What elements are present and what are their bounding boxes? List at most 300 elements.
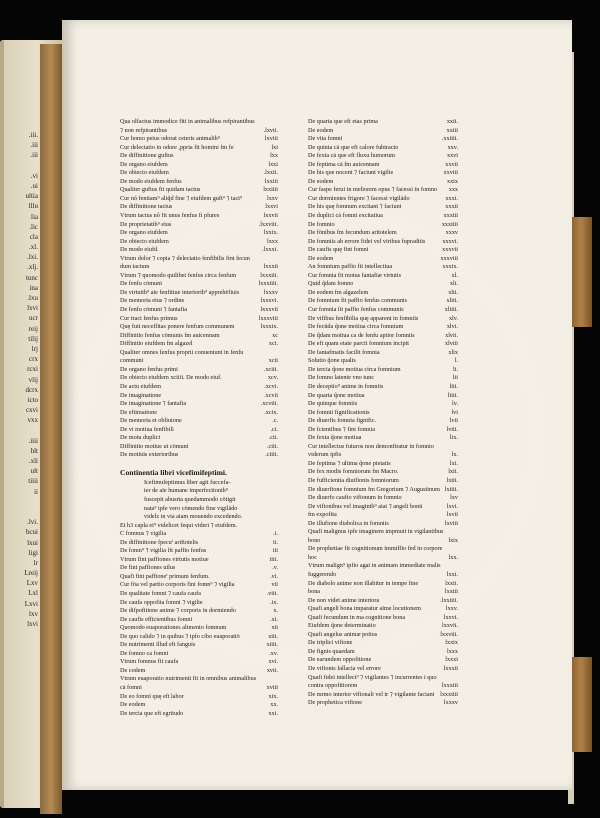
left-margin-fragment [4, 425, 38, 435]
toc-entry-title: De quarta que eft etas prima [308, 118, 378, 125]
toc-entry-number: .xv. [269, 649, 278, 657]
toc-entry [308, 597, 458, 606]
toc-entry-number: lxvii [446, 511, 458, 519]
toc-entry-number: lxxxiii [441, 682, 458, 690]
toc-entry-number: lxv [450, 494, 458, 502]
left-margin-fragment: lrj [31, 344, 38, 353]
toc-entry-number: xiiii. [266, 641, 278, 649]
toc-entry [308, 409, 458, 418]
toc-entry-title: De quarta q̃one motiua [308, 391, 365, 399]
toc-entry-number: lxxxvii [260, 306, 278, 314]
toc-entry [308, 682, 458, 691]
toc-entry-title: De obiecto eiufdem [120, 237, 169, 245]
toc-entry-number: .lxvii. [263, 126, 278, 134]
toc-entry-title: De triplici vifione [308, 639, 353, 647]
toc-entry-title: Eiufdem q̃one determinatio [308, 622, 376, 630]
toc-entry [120, 693, 278, 702]
toc-entry-title: De prophetiae fit cognitionum immiffio fed in corpore [308, 545, 443, 553]
left-margin-fragment: hlt [30, 446, 38, 455]
toc-entry-title: De eodem [308, 254, 334, 262]
toc-entry [120, 392, 278, 401]
toc-entry-title: De quinque fomniis [308, 400, 358, 408]
toc-entry-number: lxii. [448, 468, 458, 476]
toc-entry-number: lxviii [444, 519, 458, 527]
toc-entry [120, 349, 278, 358]
left-margin-fragment: cxvi [25, 406, 38, 415]
toc-entry-number: .c. [272, 417, 278, 425]
toc-entry-number: .xcvi. [264, 382, 278, 390]
toc-entry-title: hoc [308, 553, 317, 561]
toc-entry [308, 315, 458, 324]
toc-entry-title: Vtrum fint paffiones virtutis motiue [120, 555, 209, 563]
toc-entry [308, 554, 458, 563]
toc-entry-title: communi [120, 357, 144, 365]
toc-entry [120, 564, 278, 573]
leather-strap-top [570, 217, 592, 327]
paragraph-line: Icefimufeptimus liber agit fuccefa- [144, 478, 231, 486]
toc-entry-title: De diffinitione guftus [120, 152, 174, 160]
toc-entry-number: xvi. [268, 658, 278, 666]
toc-entry [308, 511, 458, 520]
toc-entry-number: iii [272, 547, 278, 555]
toc-entry [308, 648, 458, 657]
toc-entry-title: De diuerfis fomnia fignific. [308, 417, 377, 425]
toc-entry-title: De eodem [308, 126, 334, 134]
leather-strap-bottom [570, 657, 592, 752]
toc-entry-title: De quo calido ⁊ in quibus ⁊ ipfo cibo euaporatiō [120, 632, 240, 640]
toc-entry [120, 135, 278, 144]
toc-entry-number: lxxxviii [258, 314, 278, 322]
toc-entry-number: lxxxvi. [260, 297, 278, 305]
toc-entry-number: xii [271, 624, 278, 632]
toc-entry-number: xci. [268, 340, 278, 348]
toc-entry-title: De fexta cā que eft fluxu humorum [308, 152, 395, 160]
toc-entry-title: De deceptio⁹ anime in fomniis [308, 382, 384, 390]
left-margin-fragment: lxv [29, 609, 38, 618]
toc-entry-title: viderum ipfis [308, 451, 342, 459]
toc-entry-title: De eodem fm algazelem [308, 288, 369, 296]
binding-spine [40, 44, 62, 814]
toc-entry [308, 691, 458, 700]
toc-entry-number: xxx [448, 186, 458, 194]
toc-entry-number: .xciii. [263, 365, 278, 373]
toc-entry-title: Vtrum malign⁹ ipfio agat in animam immediate malis [308, 562, 441, 570]
toc-entry-number: lxi [271, 143, 278, 151]
toc-entry-title: De eftimatione [120, 408, 157, 416]
left-margin-fragment: tilij [28, 334, 38, 343]
toc-entry-number: lxxxv [443, 699, 458, 707]
toc-entry [120, 255, 278, 264]
toc-entry-number: l. [454, 357, 458, 365]
toc-entry-title: De fomnio [308, 220, 335, 228]
left-margin-fragment: ii [34, 487, 38, 496]
toc-entry-title: De fomno ca fomni [120, 649, 169, 657]
toc-entry [308, 144, 458, 153]
toc-entry-title: Cur fomnia ſit paffio fenfus communis [308, 306, 404, 314]
toc-entry-number: lxxii. [445, 579, 458, 587]
left-margin-fragment [4, 161, 38, 171]
toc-entry-number: xxvi [446, 152, 458, 160]
toc-entry-title: De vifibus fenfibilia quę apparent in fomniis [308, 314, 419, 322]
toc-entry [308, 443, 458, 452]
toc-entry-number: .i. [273, 530, 278, 538]
toc-entry-title: De organo eiufdem [120, 160, 168, 168]
toc-entry-number: lxxxi [445, 656, 458, 664]
toc-entry-title: De feptima cā fm auicennam [308, 160, 380, 168]
toc-entry [120, 530, 278, 539]
toc-entry-title: Cur faspe ferui in meliorem opus ⁊ facessi in fomno [308, 186, 438, 194]
left-margin-fragment: .iiii [28, 436, 38, 445]
left-margin-fragment: Lxl [28, 589, 38, 598]
toc-entry-title: De fomno latente vno tunc [308, 374, 374, 382]
toc-entry-number: .xxiiii. [441, 135, 458, 143]
toc-entry [120, 641, 278, 650]
toc-entry-number: lxxiii [264, 177, 278, 185]
toc-entry-title: De fcientibus ⁊ fint fomnia [308, 425, 375, 433]
toc-entry-number: ii. [273, 538, 278, 546]
toc-entry-number: .xcvii [264, 391, 278, 399]
paragraph-line: fuscepit abusrta quedammodo cōtigit [144, 495, 236, 503]
toc-entry-title: De earundem oppofitione [308, 656, 372, 664]
toc-entry-title: De fomnii fignificationis [308, 408, 370, 416]
toc-entry [308, 631, 458, 640]
toc-entry-number: .xcviii. [260, 400, 278, 408]
left-margin-text [4, 130, 38, 629]
table-of-contents-column-left [120, 118, 278, 718]
left-margin-fragment: Lxvi [24, 599, 38, 608]
toc-entry-title: De virtutib⁹ aīe fenfitiue interiorib⁹ apprehēfiuis [120, 288, 240, 296]
left-margin-fragment: ligi [28, 548, 38, 557]
toc-entry-title: De fenfu cōmuni [120, 280, 162, 288]
left-margin-fragment: rcxi [27, 365, 38, 374]
toc-entry-number: xxxiii [443, 212, 458, 220]
toc-entry-title: De eo fomni quę eft labor [120, 692, 184, 700]
toc-entry-title: bono [308, 536, 321, 544]
left-margin-fragment: .xli [28, 457, 38, 465]
toc-entry-number: xxxviii [440, 254, 458, 262]
toc-entry [120, 374, 278, 383]
toc-entry-number: iiii. [269, 555, 278, 563]
toc-entry-title: De motiuis exterioribus [120, 451, 179, 459]
toc-entry [120, 152, 278, 161]
intro-paragraph [120, 479, 278, 522]
toc-entry-number: .vi. [270, 572, 278, 580]
left-margin-fragment: lia [31, 212, 38, 221]
toc-entry-title: Qua olfactus immodice fiti in animalibus refpirantibus [120, 118, 255, 125]
toc-entry [120, 297, 278, 306]
toc-entry [120, 118, 278, 127]
toc-entry-number: lxxiiii [263, 186, 278, 194]
toc-entry [308, 246, 458, 255]
toc-entry-number: lxxviii. [440, 630, 458, 638]
toc-entry [120, 675, 278, 684]
left-margin-fragment: .iii [30, 141, 38, 150]
toc-entry-title: De tercia que eft egritudo [120, 709, 184, 717]
toc-entry [308, 229, 458, 238]
toc-entry-number: vii [271, 581, 278, 589]
toc-entry [308, 263, 458, 272]
toc-entry-title: Quid q̃dam fomno [308, 280, 354, 288]
toc-entry-title: Quę fuit neceffitas ponere fenfum communem [120, 323, 235, 331]
toc-entry-number: xxvii [445, 160, 458, 168]
toc-entry [308, 306, 458, 315]
toc-entry-number: lxxxix. [260, 323, 278, 331]
left-margin-fragment: .vi [30, 171, 38, 180]
left-margin-fragment: ucr [29, 314, 38, 323]
toc-entry-number: lxx. [448, 553, 458, 561]
toc-entry-title: De quinta cā que eft calore fubtracto [308, 143, 399, 151]
toc-entry [308, 434, 458, 443]
toc-entry-number: lx. [451, 451, 458, 459]
toc-entry [120, 409, 278, 418]
toc-entry [120, 178, 278, 187]
toc-entry [120, 332, 278, 341]
toc-entry-title: Vtrum euaporatio nutrimenti fit in omnibus animalibus [120, 675, 257, 683]
left-margin-fragment: ina [29, 283, 38, 292]
toc-entry-number: lxiiii. [444, 485, 458, 493]
toc-entry-number: lxxix [445, 639, 458, 647]
toc-entry [308, 212, 458, 221]
toc-entry [120, 289, 278, 298]
toc-entry-number: lxxi [268, 160, 278, 168]
toc-entry-number: xxii. [446, 118, 458, 125]
toc-entry [308, 417, 458, 426]
toc-entry-number: .lxxxi. [262, 246, 278, 254]
toc-entry [308, 169, 458, 178]
toc-entry [120, 710, 278, 719]
toc-entry-number: .viii. [266, 589, 278, 597]
toc-entry-title: Cur intellectus futuros non demonftratur in fomnio [308, 442, 434, 450]
toc-entry-title: De mrmo interior vifionali vel tr ⁊ vigilante faciant [308, 690, 435, 698]
toc-entry [120, 195, 278, 204]
toc-entry-title: De eft quam etate parcit fomnium incipit [308, 340, 410, 348]
toc-entry-title: Qualiter guftus fit quidam tactus [120, 186, 201, 194]
toc-entry-number: xiii. [268, 632, 278, 640]
left-margin-fragment: lxui [27, 538, 38, 547]
left-margin-fragment: .ui [30, 181, 38, 190]
toc-entry [308, 392, 458, 401]
left-margin-fragment: .iii. [28, 131, 38, 139]
toc-entry-number: lxxi. [446, 570, 458, 578]
toc-entry-number: lxxxiii. [260, 271, 278, 279]
toc-entry-title: fm expofita [308, 511, 337, 519]
toc-entry [308, 674, 458, 683]
toc-entry [308, 272, 458, 281]
toc-entry-number: lv. [452, 400, 458, 408]
toc-entry-number: lxiii. [446, 476, 458, 484]
toc-entry-number: lxvi. [446, 502, 458, 510]
toc-entry [308, 221, 458, 230]
toc-entry [308, 460, 458, 469]
toc-entry [120, 556, 278, 565]
toc-entry-title: Diffinitio motiue ut cōmuni [120, 442, 189, 450]
toc-entry-title: De qualitate fomni ⁊ caufa caufa [120, 589, 201, 597]
toc-entry-title: De fufficientia diuifionis fomniorum [308, 476, 399, 484]
toc-entry-number: lxxxii [443, 665, 458, 672]
toc-entry-title: Cur fomnia fit motus fantafiæ virtutis [308, 271, 401, 279]
toc-entry [120, 434, 278, 443]
toc-entry [120, 323, 278, 332]
toc-entry-number: xxviii [443, 169, 458, 177]
toc-entry [120, 547, 278, 556]
toc-entry [120, 280, 278, 289]
toc-entry [120, 451, 278, 460]
toc-entry [120, 229, 278, 238]
toc-entry-number: xcv. [267, 374, 278, 382]
toc-entry-number: .cii. [268, 434, 278, 442]
toc-entry-title: C fomnus ⁊ vigilia [120, 530, 167, 538]
left-margin-fragment: crx [29, 355, 38, 364]
toc-entry-title: De caufis quę fint fomni [308, 246, 369, 254]
toc-entry-title: De eodem [308, 177, 334, 185]
toc-entry-title: De diffinitione tactus [120, 203, 173, 211]
toc-entry-number: xxiii [446, 126, 458, 134]
left-margin-fragment: tunc [25, 273, 38, 282]
toc-entry-number: lxxvii. [442, 622, 458, 630]
toc-entry [308, 622, 458, 631]
toc-entry-number: .ciiii. [265, 451, 278, 459]
left-margin-fragment: ult [30, 467, 38, 476]
left-margin-fragment: reij [28, 324, 38, 333]
toc-entry-title: De q̃dam motiua ca de fenfu aptior fomniis [308, 331, 415, 339]
toc-entry-number: xvii. [266, 666, 278, 674]
toc-entry [308, 374, 458, 383]
toc-entry-number: xlii. [448, 288, 458, 296]
paragraph-line: ter de aīe humane imperfectionib⁹ [144, 487, 228, 495]
left-margin-fragment [4, 497, 38, 507]
toc-entry [308, 545, 458, 554]
left-margin-fragment: .xlj. [27, 263, 38, 272]
toc-entry-number: lxxv. [445, 605, 458, 613]
toc-entry-number: .lxxviii. [258, 220, 278, 228]
toc-entry-title: De his quę fomnum excitant ⁊ faciunt [308, 203, 402, 211]
toc-entry [120, 624, 278, 633]
toc-entry-title: Et h3 capla eī⁹ videlicet fequi videri ⁊ eiufdem. [120, 521, 238, 529]
toc-entry [120, 443, 278, 452]
toc-entry-title: De obiecto eiufdem xciiii. De modo eiuf. [120, 374, 222, 382]
toc-entry-title: De diabolo anime non illabitur in tempe fine [308, 579, 419, 587]
toc-entry-number: xc [272, 331, 278, 339]
toc-entry [308, 614, 458, 623]
toc-entry [308, 699, 458, 708]
left-margin-fragment: Lxv [26, 579, 38, 588]
toc-entry-title: fuggerendo [308, 570, 337, 578]
toc-entry-title: De fomniis ab errore fidei vel viribus fupraditis [308, 237, 426, 245]
toc-entry [120, 306, 278, 315]
toc-entry [308, 562, 458, 571]
toc-entry-number: xlvii. [445, 331, 458, 339]
toc-entry-number: x. [273, 607, 278, 615]
left-margin-fragment: lxvi [27, 620, 38, 628]
toc-entry [308, 528, 458, 537]
toc-entry-number: .lxxii. [263, 169, 278, 177]
toc-entry-title: Cur homo peius odorat ceteris animalib⁹ [120, 135, 220, 143]
toc-entry [308, 195, 458, 204]
toc-entry-title: De fexta q̃one motiua [308, 434, 362, 442]
left-margin-fragment: lxvi [27, 304, 38, 313]
toc-entry-number: xix. [268, 692, 278, 700]
toc-entry-title: De organo eiufdem [120, 229, 168, 237]
toc-entry [308, 451, 458, 460]
toc-entry [120, 667, 278, 676]
toc-entry [120, 203, 278, 212]
toc-entry [308, 186, 458, 195]
toc-entry-number: xxxiiii [441, 220, 458, 228]
toc-entry-title: Quafi fint paffioneⁱ primum fenfum. [120, 572, 210, 580]
toc-entry-title: De prophetica vifione [308, 699, 362, 707]
toc-entry-number: .lxxiiii. [440, 596, 458, 604]
toc-entry-title: De caufa oppofita fomni ⁊ vigilie [120, 598, 203, 606]
toc-entry [308, 297, 458, 306]
toc-entry-number: .xcix. [264, 408, 278, 416]
toc-entry-number: lvi [451, 408, 458, 416]
toc-entry [308, 605, 458, 614]
toc-entry-title: De memoria et obliuione [120, 417, 182, 425]
toc-entry-number: lvii [449, 417, 458, 425]
toc-entry-title: Quafi fidei intellect⁹ ⁊ vigilantes ⁊ incurrentes i quo [308, 673, 437, 681]
toc-entry [308, 486, 458, 495]
toc-entry-number: xxv. [447, 143, 458, 151]
toc-entry-number: xlviii [444, 340, 458, 348]
left-margin-fragment: .lxu [27, 294, 38, 302]
toc-entry-number: lxxvii [263, 212, 278, 220]
toc-entry-number: xxxvi. [442, 237, 458, 245]
toc-entry-number: xxxvii [442, 246, 458, 254]
toc-entry-title: De fex modis fomniorum fm Macro. [308, 468, 399, 476]
toc-entry-number: lxxxiiii [440, 690, 458, 698]
toc-entry-number: xliiii. [444, 306, 458, 314]
toc-entry [308, 349, 458, 358]
toc-entry [308, 665, 458, 674]
left-margin-fragment: bcui [25, 528, 38, 537]
toc-entry-title: De imaginatione [120, 391, 162, 399]
toc-entry [308, 255, 458, 264]
toc-entry-number: lxxv [266, 194, 278, 202]
toc-entry-title: De codem [120, 666, 146, 674]
toc-entry-title: Cur dormientes frigore ⁊ facessi vigilādo [308, 194, 410, 202]
toc-entry [308, 580, 458, 589]
toc-entry-number: lxxvi. [443, 613, 458, 621]
toc-entry-number: lxxiii [444, 588, 458, 596]
toc-entry-title: contra oppofitiorem [308, 682, 358, 690]
section-heading: Continentia libri vicefimifeptimi. [120, 467, 227, 477]
toc-entry-title: De caufis efficientibus fomni [120, 615, 193, 623]
left-margin-fragment: .lic [29, 222, 38, 231]
toc-entry-number: .ciii. [267, 442, 278, 450]
toc-entry [120, 581, 278, 590]
toc-entry-number: lxxix. [263, 229, 278, 237]
left-margin-fragment: cla [29, 232, 38, 241]
toc-entry-number: lxxxii [263, 263, 278, 271]
toc-entry-number: lxxxiiii. [258, 280, 278, 288]
toc-entry-title: De diuerfo caufio vifionum in fomnio [308, 494, 402, 502]
left-margin-fragment: lr [33, 558, 38, 567]
toc-entry [120, 340, 278, 349]
toc-entry-title: Cur delectatio in odore ,ppria fit homini fm fe [120, 143, 234, 151]
left-margin-fragment: vlij [28, 375, 38, 384]
toc-entry [120, 590, 278, 599]
toc-entry-title: De fantafmatis facilit fomnia [308, 348, 380, 356]
toc-entry [308, 178, 458, 187]
toc-entry-number: xl. [451, 271, 458, 279]
left-margin-fragment: tiiii [28, 477, 38, 486]
toc-entry [308, 383, 458, 392]
toc-entry-number: xcii [268, 357, 278, 365]
toc-entry [120, 417, 278, 426]
left-margin-fragment: .iii [30, 151, 38, 160]
toc-entry-number: lxxxv [263, 288, 278, 296]
toc-entry [308, 520, 458, 529]
